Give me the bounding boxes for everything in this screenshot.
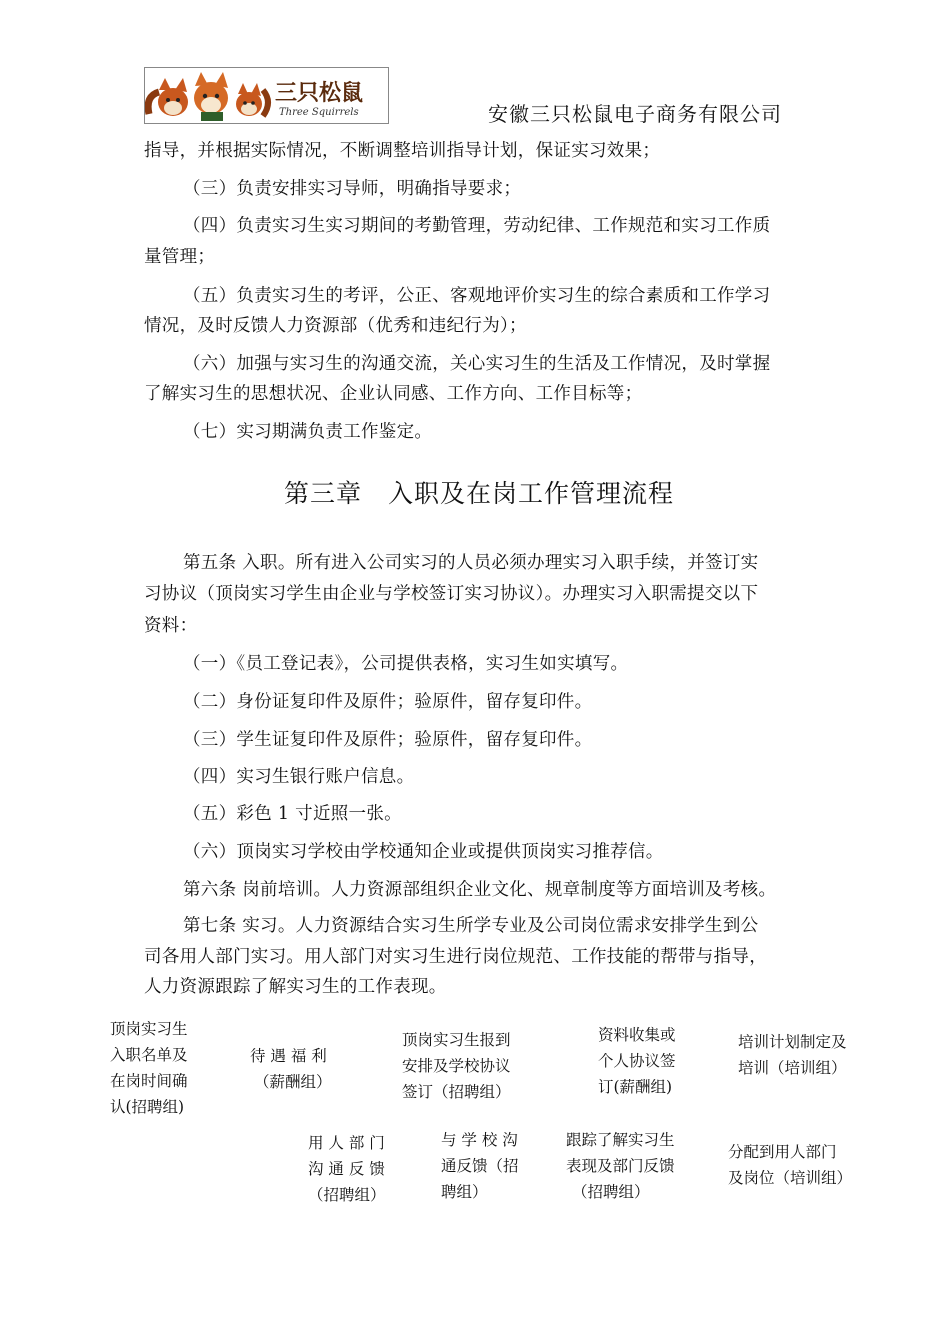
flow-step-performance-tracking: 跟踪了解实习生 表现及部门反馈 （招聘组） xyxy=(566,1131,675,1201)
section-line: 资料： xyxy=(144,616,198,636)
flow-step-entry-list: 顶岗实习生 入职名单及 在岗时间确 认(招聘组) xyxy=(110,1020,188,1116)
flow-step-report-agreement: 顶岗实习生报到 安排及学校协议 签订（招聘组） xyxy=(402,1031,511,1101)
section-line: 人力资源跟踪了解实习生的工作表现。 xyxy=(144,977,447,997)
body-line: （四）负责实习生实习期间的考勤管理，劳动纪律、工作规范和实习工作质 xyxy=(183,216,771,236)
body-line: （三）负责安排实习导师，明确指导要求； xyxy=(183,179,522,199)
flow-step-department-assignment: 分配到用人部门 及岗位（培训组） xyxy=(728,1143,853,1187)
flow-step-department-feedback: 用 人 部 门 沟 通 反 馈 （招聘组） xyxy=(308,1134,386,1204)
body-line: （七）实习期满负责工作鉴定。 xyxy=(183,422,433,442)
section-line: 习协议（顶岗实习学生由企业与学校签订实习协议）。办理实习入职需提交以下 xyxy=(144,584,759,604)
section-line: 第七条 实习。人力资源结合实习生所学专业及公司岗位需求安排学生到公 xyxy=(183,916,759,936)
section-line: 司各用人部门实习。用人部门对实习生进行岗位规范、工作技能的帮带与指导， xyxy=(144,947,767,967)
section-line: （一）《员工登记表》，公司提供表格，实习生如实填写。 xyxy=(183,654,629,674)
svg-text:Three Squirrels: Three Squirrels xyxy=(279,107,359,118)
section-line: 第五条 入职。所有进入公司实习的人员必须办理实习入职手续，并签订实 xyxy=(183,553,759,573)
section-line: （六）顶岗实习学校由学校通知企业或提供顶岗实习推荐信。 xyxy=(183,842,664,862)
body-line: 量管理； xyxy=(144,247,216,267)
flow-step-school-feedback: 与 学 校 沟 通反馈（招 聘组） xyxy=(441,1131,519,1201)
body-line: 情况，及时反馈人力资源部（优秀和违纪行为）； xyxy=(144,316,527,336)
body-line: （六）加强与实习生的沟通交流，关心实习生的生活及工作情况，及时掌握 xyxy=(183,354,771,374)
body-line: （五）负责实习生的考评，公正、客观地评价实习生的综合素质和工作学习 xyxy=(183,286,771,306)
body-line: 指导，并根据实际情况，不断调整培训指导计划，保证实习效果； xyxy=(144,141,661,161)
section-line: （四）实习生银行账户信息。 xyxy=(183,767,415,787)
company-name: 安徽三只松鼠电子商务有限公司 xyxy=(488,102,782,126)
section-line: （二）身份证复印件及原件；验原件，留存复印件。 xyxy=(183,692,593,712)
section-line: 第六条 岗前培训。人力资源部组织企业文化、规章制度等方面培训及考核。 xyxy=(183,880,777,900)
flow-step-training-plan: 培训计划制定及 培训（培训组） xyxy=(738,1033,847,1077)
flow-step-benefits: 待 遇 福 利 （薪酬组） xyxy=(250,1047,332,1091)
chapter-title: 第三章 入职及在岗工作管理流程 xyxy=(284,479,675,508)
section-line: （三）学生证复印件及原件；验原件，留存复印件。 xyxy=(183,730,593,750)
body-line: 了解实习生的思想状况、企业认同感、工作方向、工作目标等； xyxy=(144,384,643,404)
flow-step-data-collection: 资料收集或 个人协议签 订(薪酬组) xyxy=(598,1026,676,1096)
svg-text:三只松鼠: 三只松鼠 xyxy=(275,81,364,106)
section-line: （五）彩色 1 寸近照一张。 xyxy=(183,804,402,824)
company-logo xyxy=(144,67,389,124)
squirrel-mascot-icon xyxy=(148,78,188,116)
